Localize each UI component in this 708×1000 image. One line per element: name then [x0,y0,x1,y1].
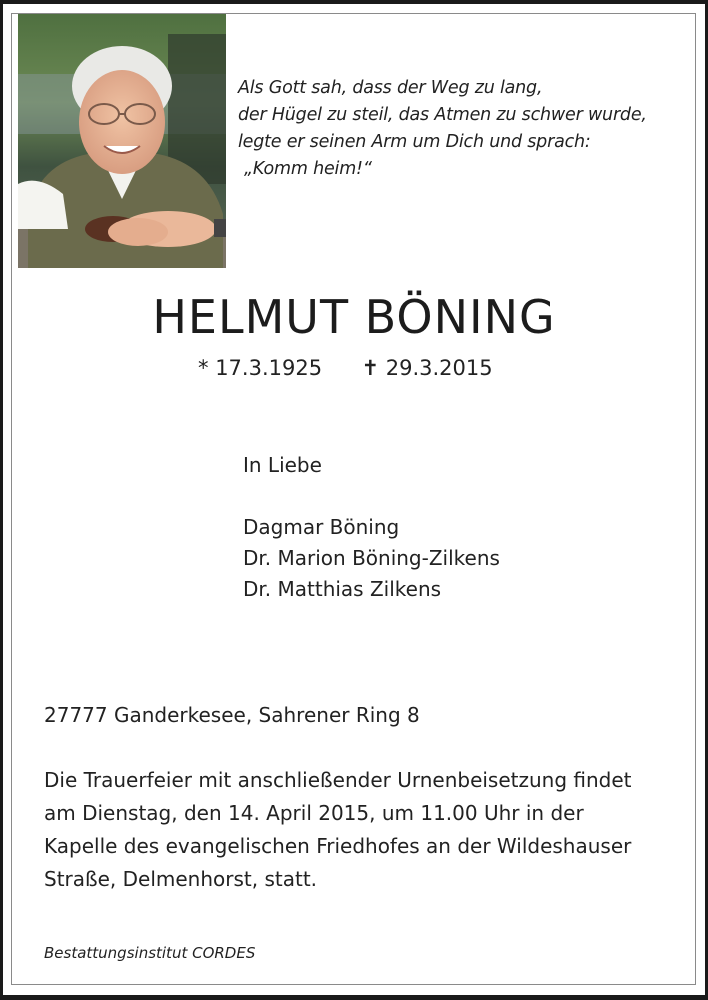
mourners [243,450,500,605]
address: 27777 Ganderkesee, Sahrener Ring 8 [44,703,420,727]
poem [238,75,688,183]
mourner-name: Dagmar Böning [243,515,400,539]
birth-symbol: * [198,356,209,380]
ceremony-line: Straße, Delmenhorst, statt. [44,867,318,891]
mourner-name: Dr. Marion Böning-Zilkens [243,546,500,570]
undertaker: Bestattungsinstitut CORDES [44,944,256,962]
birth-date: 17.3.1925 [215,356,323,380]
poem-line: Als Gott sah, dass der Weg zu lang, [238,78,543,98]
death-date: 29.3.2015 [385,356,493,380]
cross-icon: ✝ [361,356,380,380]
deceased-name: HELMUT BÖNING [152,290,556,344]
ceremony-line: am Dienstag, den 14. April 2015, um 11.00 Uhr in der [44,801,584,825]
mourner-name: Dr. Matthias Zilkens [243,577,442,601]
ceremony-line: Kapelle des evangelischen Friedhofes an der Wildeshauser [44,834,632,858]
mourners-intro: In Liebe [243,453,322,477]
poem-line: legte er seinen Arm um Dich und sprach: [238,132,591,152]
life-dates [198,356,493,380]
portrait-photo [18,14,226,268]
ceremony-line: Die Trauerfeier mit anschließender Urnenbeisetzung findet [44,768,632,792]
poem-line: „Komm heim!“ [244,159,372,179]
ceremony-notice [44,764,632,896]
poem-line: der Hügel zu steil, das Atmen zu schwer wurde, [238,105,647,125]
